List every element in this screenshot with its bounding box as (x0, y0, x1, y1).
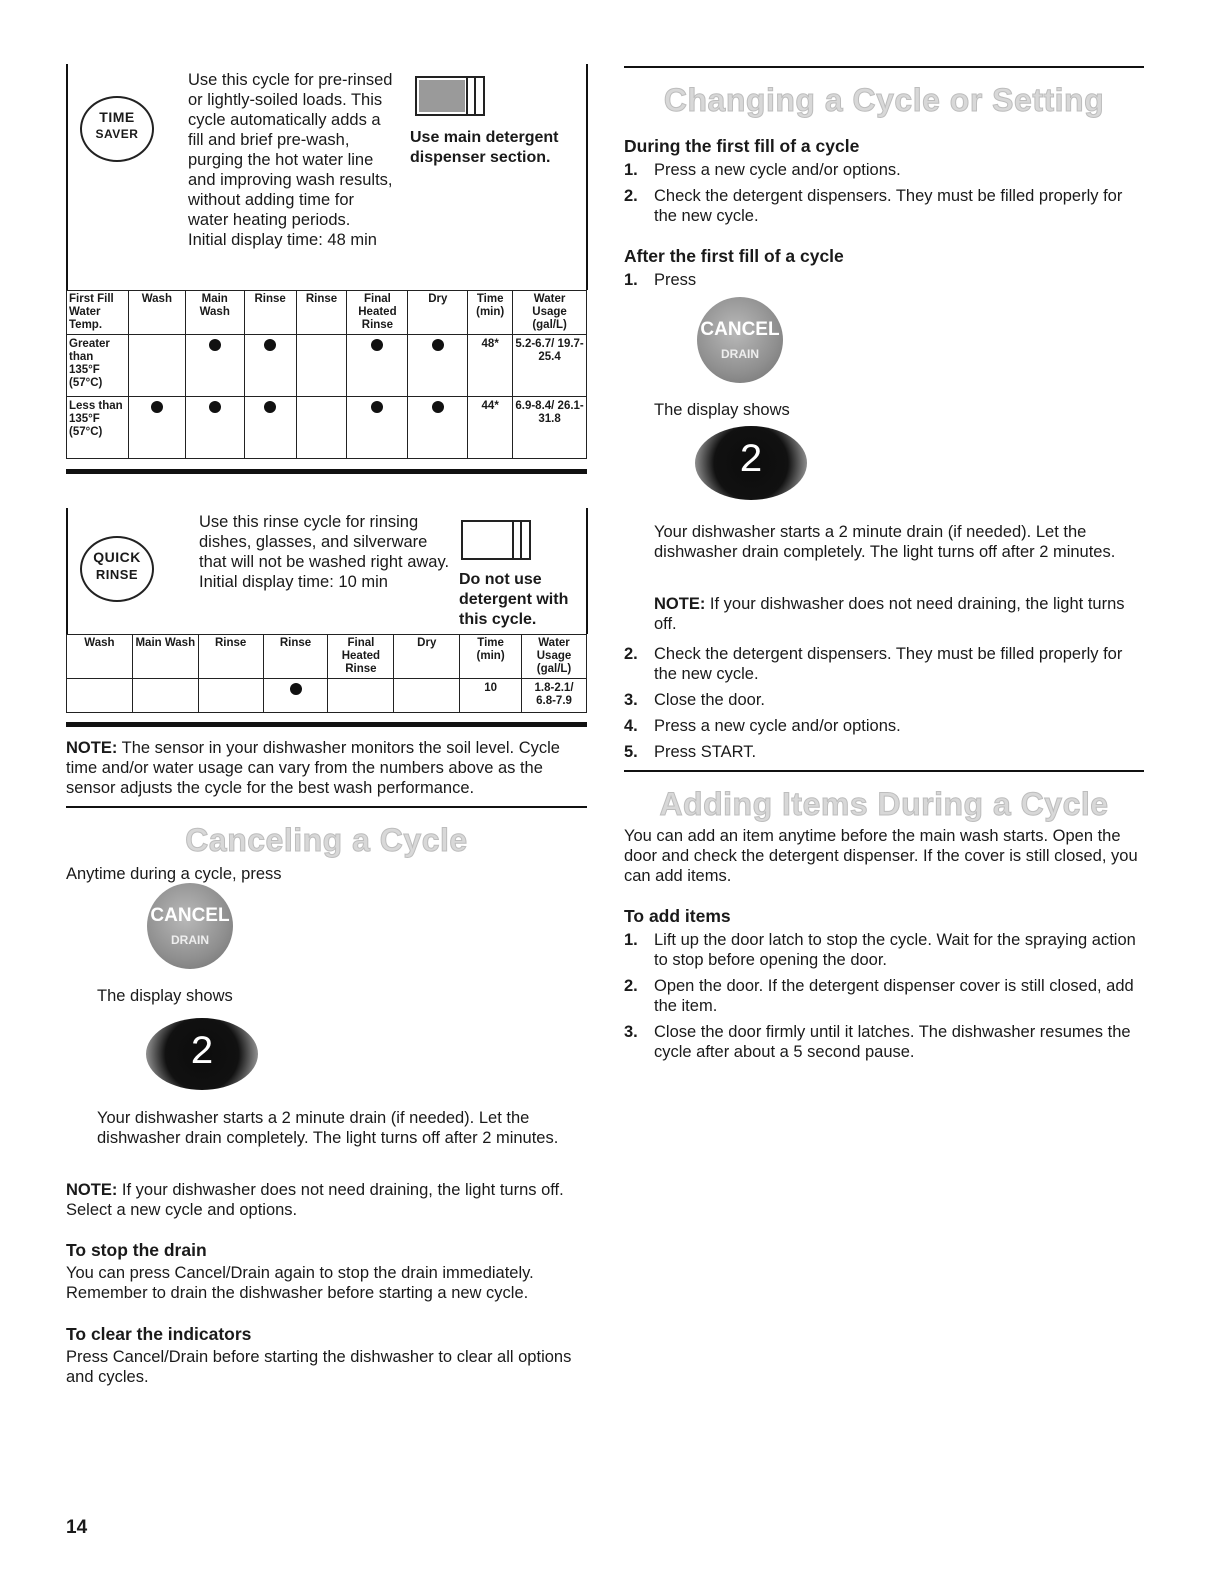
list-item (624, 186, 1144, 226)
col-header: Dry (394, 635, 460, 679)
mark-cell (185, 397, 244, 459)
temp-cell: Less than 135°F (57°C) (67, 397, 129, 459)
step-number: 3. (624, 691, 638, 709)
quick-rinse-initial-display: Initial display time: 10 min (199, 573, 388, 591)
sensor-note (66, 738, 591, 798)
canceling-display-shows: The display shows (97, 987, 233, 1005)
clear-indicators-text: Press Cancel/Drain before starting the dishwasher to clear all options and cycles. (66, 1348, 572, 1386)
drain-label: DRAIN (721, 346, 759, 361)
col-header: Rinse (296, 291, 347, 335)
mark-cell (408, 335, 468, 397)
badge-line2: RINSE (95, 567, 139, 582)
quick-rinse-bottom-rule (66, 722, 587, 727)
mark-cell (128, 397, 185, 459)
step-number: 2. (624, 645, 638, 663)
col-header: Water Usage (gal/L) (513, 291, 587, 335)
changing-display-shows: The display shows (654, 401, 790, 419)
mark-cell (244, 335, 296, 397)
adding-heading: Adding Items During a Cycle (659, 786, 1109, 822)
table-row (67, 335, 587, 397)
step-text: Press a new cycle and/or options. (654, 161, 901, 179)
col-header: Rinse (244, 291, 296, 335)
badge-line2: SAVER (95, 127, 139, 141)
water-cell: 5.2-6.7/ 19.7-25.4 (513, 335, 587, 397)
changing-drain-text: Your dishwasher starts a 2 minute drain (if needed). Let the dishwasher drain completely. The light turns off after 2 minutes. (654, 523, 1116, 561)
clear-indicators-heading: To clear the indicators (66, 1324, 252, 1344)
sensor-note-label: NOTE: (66, 739, 118, 757)
quick-rinse-table (66, 634, 587, 713)
mark-cell (185, 335, 244, 397)
quick-rinse-left-rule (66, 508, 68, 634)
table-row (67, 679, 587, 713)
adding-top-rule (624, 770, 1144, 772)
mark-cell (328, 679, 394, 713)
cancel-label: CANCEL (700, 319, 780, 341)
quick-rinse-description (199, 512, 454, 592)
quick-rinse-description-text: Use this rinse cycle for rinsing dishes, glasses, and silverware that will not be washed right away. (199, 513, 450, 571)
step-number: 1. (624, 271, 638, 289)
time-saver-badge (80, 96, 154, 162)
changing-top-rule (624, 66, 1144, 68)
detergent-dispenser-icon (415, 76, 485, 116)
changing-more-steps (624, 644, 1144, 768)
temp-cell: Greater than 135°F (57°C) (67, 335, 129, 397)
add-items-heading: To add items (624, 906, 731, 926)
mark-cell (408, 397, 468, 459)
col-header: Time (min) (460, 635, 522, 679)
canceling-note-label: NOTE: (66, 1181, 118, 1199)
mark-cell (132, 679, 198, 713)
list-item (624, 716, 1144, 736)
col-header: Time (min) (468, 291, 513, 335)
time-saver-description-text: Use this cycle for pre-rinsed or lightly-soiled loads. This cycle automatically adds a fill and brief pre-wash, purging the hot water line and improving wash results, without adding time for water heating periods. (188, 71, 393, 229)
changing-heading: Changing a Cycle or Setting (663, 82, 1105, 118)
cycle-dot (264, 339, 276, 351)
step-text: Press START. (654, 743, 757, 761)
step-text: Open the door. If the detergent dispenser cover is still closed, add the item. (654, 977, 1134, 1015)
col-header: Final Heated Rinse (347, 291, 408, 335)
list-item (624, 644, 1144, 684)
cycle-dot (264, 401, 276, 413)
canceling-heading: Canceling a Cycle (185, 822, 468, 858)
display-char: 2 (738, 439, 763, 485)
col-header: Wash (67, 635, 133, 679)
drain-display-indicator (695, 426, 807, 500)
canceling-top-rule (66, 806, 587, 808)
mark-cell (296, 397, 347, 459)
cycle-dot (432, 401, 444, 413)
detergent-dispenser-icon (461, 520, 531, 560)
step-text: Press a new cycle and/or options. (654, 717, 901, 735)
stop-drain-text: You can press Cancel/Drain again to stop the drain immediately. Remember to drain the dishwasher before starting a new cycle. (66, 1264, 534, 1302)
quick-rinse-badge (80, 536, 154, 602)
col-header: Water Usage (gal/L) (522, 635, 587, 679)
cycle-dot (290, 683, 302, 695)
time-saver-table (66, 290, 587, 459)
first-fill-steps (624, 160, 1144, 232)
col-header: Main Wash (132, 635, 198, 679)
badge-line1: TIME (99, 109, 135, 125)
first-fill-heading: During the first fill of a cycle (624, 136, 860, 156)
water-cell: 1.8-2.1/ 6.8-7.9 (522, 679, 587, 713)
mark-cell (128, 335, 185, 397)
step-text: Check the detergent dispensers. They must be filled properly for the new cycle. (654, 645, 1123, 683)
time-saver-description (188, 70, 398, 250)
col-header: Main Wash (185, 291, 244, 335)
water-cell: 6.9-8.4/ 26.1-31.8 (513, 397, 587, 459)
list-item (624, 976, 1144, 1016)
badge-line1: QUICK (93, 549, 141, 565)
mark-cell (198, 679, 263, 713)
time-cell: 44* (468, 397, 513, 459)
step-number: 1. (624, 931, 638, 949)
time-saver-bottom-rule (66, 469, 587, 474)
canceling-intro: Anytime during a cycle, press (66, 865, 282, 883)
after-fill-heading: After the first fill of a cycle (624, 246, 844, 266)
time-saver-table-header (67, 291, 587, 335)
cycle-dot (371, 401, 383, 413)
list-item (624, 690, 1144, 710)
mark-cell (67, 679, 133, 713)
cycle-dot (371, 339, 383, 351)
step-text: Lift up the door latch to stop the cycle. Wait for the spraying action to stop before opening the door. (654, 931, 1136, 969)
step-number: 5. (624, 743, 638, 761)
stop-drain-heading: To stop the drain (66, 1240, 207, 1260)
mark-cell (394, 679, 460, 713)
cycle-dot (151, 401, 163, 413)
add-items-steps (624, 930, 1144, 1068)
col-header: Rinse (263, 635, 328, 679)
canceling-note-text: If your dishwasher does not need draining, the light turns off. Select a new cycle and options. (66, 1181, 564, 1219)
canceling-drain-text: Your dishwasher starts a 2 minute drain (if needed). Let the dishwasher drain completely. The light turns off after 2 minutes. (97, 1109, 559, 1147)
time-saver-initial-display: Initial display time: 48 min (188, 231, 377, 249)
mark-cell (296, 335, 347, 397)
after-fill-step1 (624, 270, 1144, 296)
mark-cell (263, 679, 328, 713)
step-number: 3. (624, 1023, 638, 1041)
canceling-note (66, 1180, 591, 1220)
quick-rinse-table-header (67, 635, 587, 679)
cycle-dot (209, 339, 221, 351)
time-saver-detergent-note: Use main detergent dispenser section. (410, 129, 559, 166)
step-text: Close the door firmly until it latches. The dishwasher resumes the cycle after about a 5 second pause. (654, 1023, 1131, 1061)
adding-intro: You can add an item anytime before the main wash starts. Open the door and check the detergent dispenser. If the cover is still closed, you can add items. (624, 827, 1138, 885)
drain-label: DRAIN (171, 932, 209, 947)
time-cell: 10 (460, 679, 522, 713)
list-item (624, 160, 1144, 180)
mark-cell (244, 397, 296, 459)
cancel-drain-button[interactable] (697, 297, 783, 383)
step-text: Close the door. (654, 691, 765, 709)
list-item (624, 742, 1144, 762)
step-number: 4. (624, 717, 638, 735)
step-text: Check the detergent dispensers. They must be filled properly for the new cycle. (654, 187, 1123, 225)
changing-note (654, 594, 1134, 634)
mark-cell (347, 397, 408, 459)
changing-note-label: NOTE: (654, 595, 706, 613)
list-item (624, 270, 1144, 290)
time-saver-left-rule (66, 64, 68, 290)
cycle-dot (432, 339, 444, 351)
step-number: 1. (624, 161, 638, 179)
step-text: Press (654, 271, 697, 289)
quick-rinse-detergent-note: Do not use detergent with this cycle. (459, 571, 569, 628)
step-number: 2. (624, 187, 638, 205)
mark-cell (347, 335, 408, 397)
sensor-note-text: The sensor in your dishwasher monitors the soil level. Cycle time and/or water usage can vary from the numbers above as the sensor adjusts the cycle for the best wash performance. (66, 739, 560, 797)
col-header: First Fill Water Temp. (67, 291, 129, 335)
drain-display-indicator (146, 1018, 258, 1090)
table-row (67, 397, 587, 459)
list-item (624, 930, 1144, 970)
time-saver-right-rule (586, 64, 588, 290)
col-header: Rinse (198, 635, 263, 679)
changing-note-text: If your dishwasher does not need draining, the light turns off. (654, 595, 1125, 633)
cancel-label: CANCEL (150, 905, 230, 927)
step-number: 2. (624, 977, 638, 995)
page-number: 14 (66, 1517, 88, 1538)
cycle-dot (209, 401, 221, 413)
col-header: Final Heated Rinse (328, 635, 394, 679)
list-item (624, 1022, 1144, 1062)
display-char: 2 (189, 1030, 214, 1076)
col-header: Dry (408, 291, 468, 335)
time-cell: 48* (468, 335, 513, 397)
col-header: Wash (128, 291, 185, 335)
cancel-drain-button[interactable] (147, 883, 233, 969)
